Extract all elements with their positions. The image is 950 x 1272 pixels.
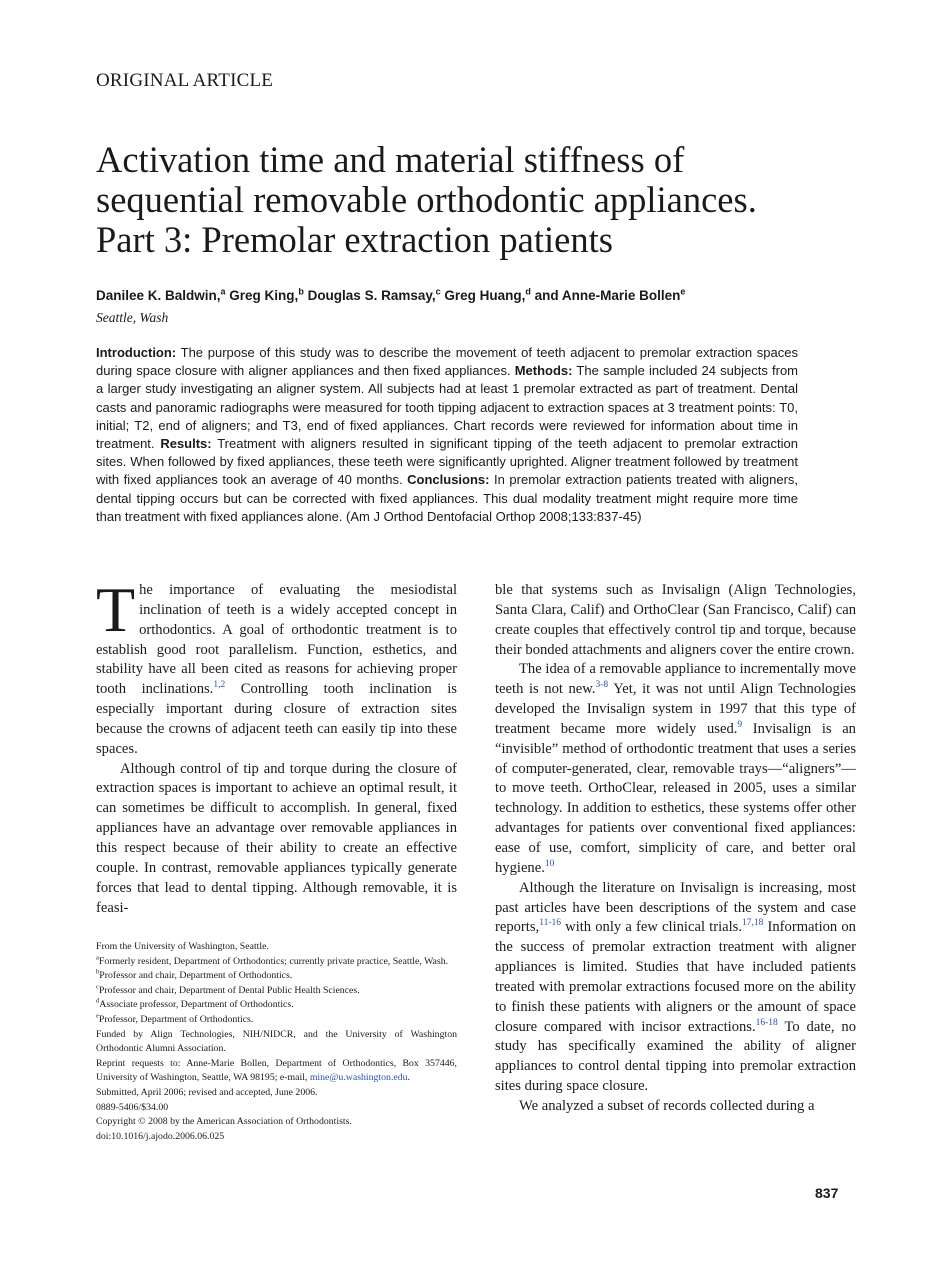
title-line-3: Part 3: Premolar extraction patients xyxy=(96,219,613,260)
author-baldwin: Danilee K. Baldwin, xyxy=(96,288,221,303)
body-column-left xyxy=(96,574,457,918)
citation-link[interactable]: 9 xyxy=(737,720,743,731)
body-paragraph xyxy=(495,879,856,1097)
paragraph-text: Information on the success of premolar extraction treatment with aligner appliances is limited. Studies that have included patients treated with premolar extractions focused more on the ability to finish these patients with aligners or the amount of space closure compared with incisor extractions. xyxy=(495,919,856,1035)
footnote-funding: Funded by Align Technologies, NIH/NIDCR, and the University of Washington Orthodontic Alumni Association. xyxy=(96,1028,457,1055)
footnote-doi: doi:10.1016/j.ajodo.2006.06.025 xyxy=(96,1130,225,1142)
body-column-right xyxy=(495,581,856,1117)
abstract-intro-label: Introduction: xyxy=(96,345,177,360)
abstract-results-label: Results: xyxy=(160,436,212,452)
footnote-reprint xyxy=(96,1057,457,1086)
affiliation-marker: a xyxy=(220,286,226,297)
author-list xyxy=(96,288,685,303)
abstract-results-text: Treatment with aligners resulted in significant tipping of the teeth adjacent to premolar extraction sites. When followed by fixed appliances, these teeth were significantly uprighted. Aligner treatment followed by treatment with fixed appliances took an average of 40 months. xyxy=(96,436,798,488)
abstract-methods-label: Methods: xyxy=(514,363,573,379)
author-bollen: and Anne-Marie Bollen xyxy=(530,288,681,303)
citation-link[interactable]: 1,2 xyxy=(213,680,226,691)
citation-link[interactable]: 16-18 xyxy=(755,1017,778,1028)
footnote-marker: e xyxy=(96,1012,99,1020)
author-king: Greg King, xyxy=(225,288,299,303)
citation-link[interactable]: 10 xyxy=(544,858,555,869)
body-paragraph xyxy=(96,574,457,760)
title-line-2: sequential removable orthodontic appliances. xyxy=(96,179,757,220)
paragraph-text: Although the literature on Invisalign is increasing, most past articles have been descriptions of the system and case reports, xyxy=(495,879,856,936)
footnote-text: Professor and chair, Department of Orthodontics. xyxy=(99,970,293,982)
footnote-copyright: Copyright © 2008 by the American Association of Orthodontists. xyxy=(96,1116,352,1128)
author-location: Seattle, Wash xyxy=(96,310,169,325)
affiliation-marker: d xyxy=(525,286,531,297)
paragraph-text: Controlling tooth inclination is especially important during closure of extraction sites because the crowns of adjacent teeth can easily tip into these spaces. xyxy=(96,681,457,757)
body-paragraph xyxy=(495,660,856,878)
footnote-text: Reprint requests to: Anne-Marie Bollen, Department of Orthodontics, Box 357446, University of Washington, Seattle, WA 98195; e-mail, xyxy=(96,1057,457,1084)
affiliation-marker: c xyxy=(435,286,441,297)
footnote-affiliation-d xyxy=(96,998,457,1013)
drop-cap: T xyxy=(96,574,136,645)
footnote-affiliation-c xyxy=(96,984,457,999)
affiliation-marker: b xyxy=(298,286,304,297)
paragraph-text: Yet, it was not until Align Technologies developed the Invisalign system in 1997 that this type of treatment became more widely used. xyxy=(495,681,856,737)
body-paragraph: We analyzed a subset of records collected during a xyxy=(519,1097,815,1114)
paragraph-text: To date, no study has specifically examined the ability of aligner appliances to control dental tipping into premolar extraction sites during space closure. xyxy=(495,1018,856,1095)
citation-link[interactable]: 11-16 xyxy=(539,918,561,929)
page-number: 837 xyxy=(815,1185,839,1201)
footnote-marker: a xyxy=(96,954,99,962)
paragraph-text: The idea of a removable appliance to incrementally move teeth is not new. xyxy=(495,661,856,698)
affiliation-marker: e xyxy=(680,286,686,297)
paragraph-text: with only a few clinical trials. xyxy=(561,919,742,936)
footnote-marker: d xyxy=(96,998,100,1006)
article-title xyxy=(96,140,856,260)
footnote-issn: 0889-5406/$34.00 xyxy=(96,1101,169,1113)
abstract-conclusions-text: In premolar extraction patients treated with aligners, dental tipping occurs but can be corrected with fixed appliances. This dual modality treatment might require more time than treatment with fixed appliances alone. (Am J Orthod Dentofacial Orthop 2008;133:837-45) xyxy=(96,472,799,524)
footnote-text: . xyxy=(407,1072,410,1084)
footnotes xyxy=(96,940,457,1144)
body-paragraph: Although control of tip and torque during the closure of extraction spaces is important to achieve an optimal result, it can sometimes be difficult to accomplish. In general, fixed appliances have an advantage over removable appliances in this respect because of their ability to create an effective couple. In contrast, removable appliances typically generate forces that lead to dental tipping. Although removable, it is feasi- xyxy=(96,760,457,916)
footnote-submitted: Submitted, April 2006; revised and accepted, June 2006. xyxy=(96,1086,318,1098)
footnote-marker: c xyxy=(96,983,99,991)
footnote-affiliation-a xyxy=(96,955,457,970)
footnote-affiliation-b xyxy=(96,969,457,984)
footnote-text: Professor, Department of Orthodontics. xyxy=(98,1013,254,1025)
footnote-institution: From the University of Washington, Seattle. xyxy=(96,941,269,952)
abstract xyxy=(96,344,798,526)
footnote-text: Associate professor, Department of Orthodontics. xyxy=(99,999,294,1011)
abstract-methods-text: The sample included 24 subjects from a larger study investigating an aligner system. All subjects had at least 1 premolar extracted as part of treatment. Dental casts and panoramic radiographs were measured for tooth tipping adjacent to extraction spaces at 3 treatment points: T0, initial; T2, end of aligners; and T3, end of fixed appliances. Chart records were reviewed for information about time in treatment. xyxy=(96,363,798,452)
author-ramsay: Douglas S. Ramsay, xyxy=(303,288,436,303)
paragraph-text: Invisalign is an “invisible” method of orthodontic treatment that uses a series of computer-generated, clear, removable trays—“aligners”—to move teeth. OrthoClear, released in 2005, uses a similar technology. In addition to esthetics, these systems offer other advantages for patients over conventional fixed appliances: ease of use, comfort, simplicity of care, and better oral hygiene. xyxy=(495,720,856,876)
title-line-1: Activation time and material stiffness of xyxy=(96,139,685,180)
citation-link[interactable]: 17,18 xyxy=(741,918,764,929)
footnote-text: Formerly resident, Department of Orthodontics; currently private practice, Seattle, Wash. xyxy=(98,955,449,967)
abstract-intro-text: The purpose of this study was to describe the movement of teeth adjacent to premolar extraction spaces during space closure with aligner appliances and then fixed appliances. xyxy=(96,345,798,379)
body-paragraph: ble that systems such as Invisalign (Align Technologies, Santa Clara, Calif) and OrthoClear (San Francisco, Calif) can create couples that effectively control tip and torque, because their bonded attachments and aligners cover the entire crown. xyxy=(495,582,856,658)
email-link[interactable]: mine@u.washington.edu xyxy=(309,1072,408,1084)
footnote-text: Professor and chair, Department of Dental Public Health Sciences. xyxy=(98,984,360,996)
author-huang: Greg Huang, xyxy=(440,288,526,303)
paragraph-text: he importance of evaluating the mesiodistal inclination of teeth is a widely accepted concept in orthodontics. A goal of orthodontic treatment is to establish good root parallelism. Function, esthetics, and stability have all been cited as reasons for achieving proper tooth inclinations. xyxy=(96,582,457,698)
citation-link[interactable]: 3-8 xyxy=(595,680,609,691)
footnote-marker: b xyxy=(96,968,100,976)
section-label: ORIGINAL ARTICLE xyxy=(96,70,274,91)
abstract-conclusions-label: Conclusions: xyxy=(407,472,490,488)
footnote-affiliation-e xyxy=(96,1013,457,1028)
